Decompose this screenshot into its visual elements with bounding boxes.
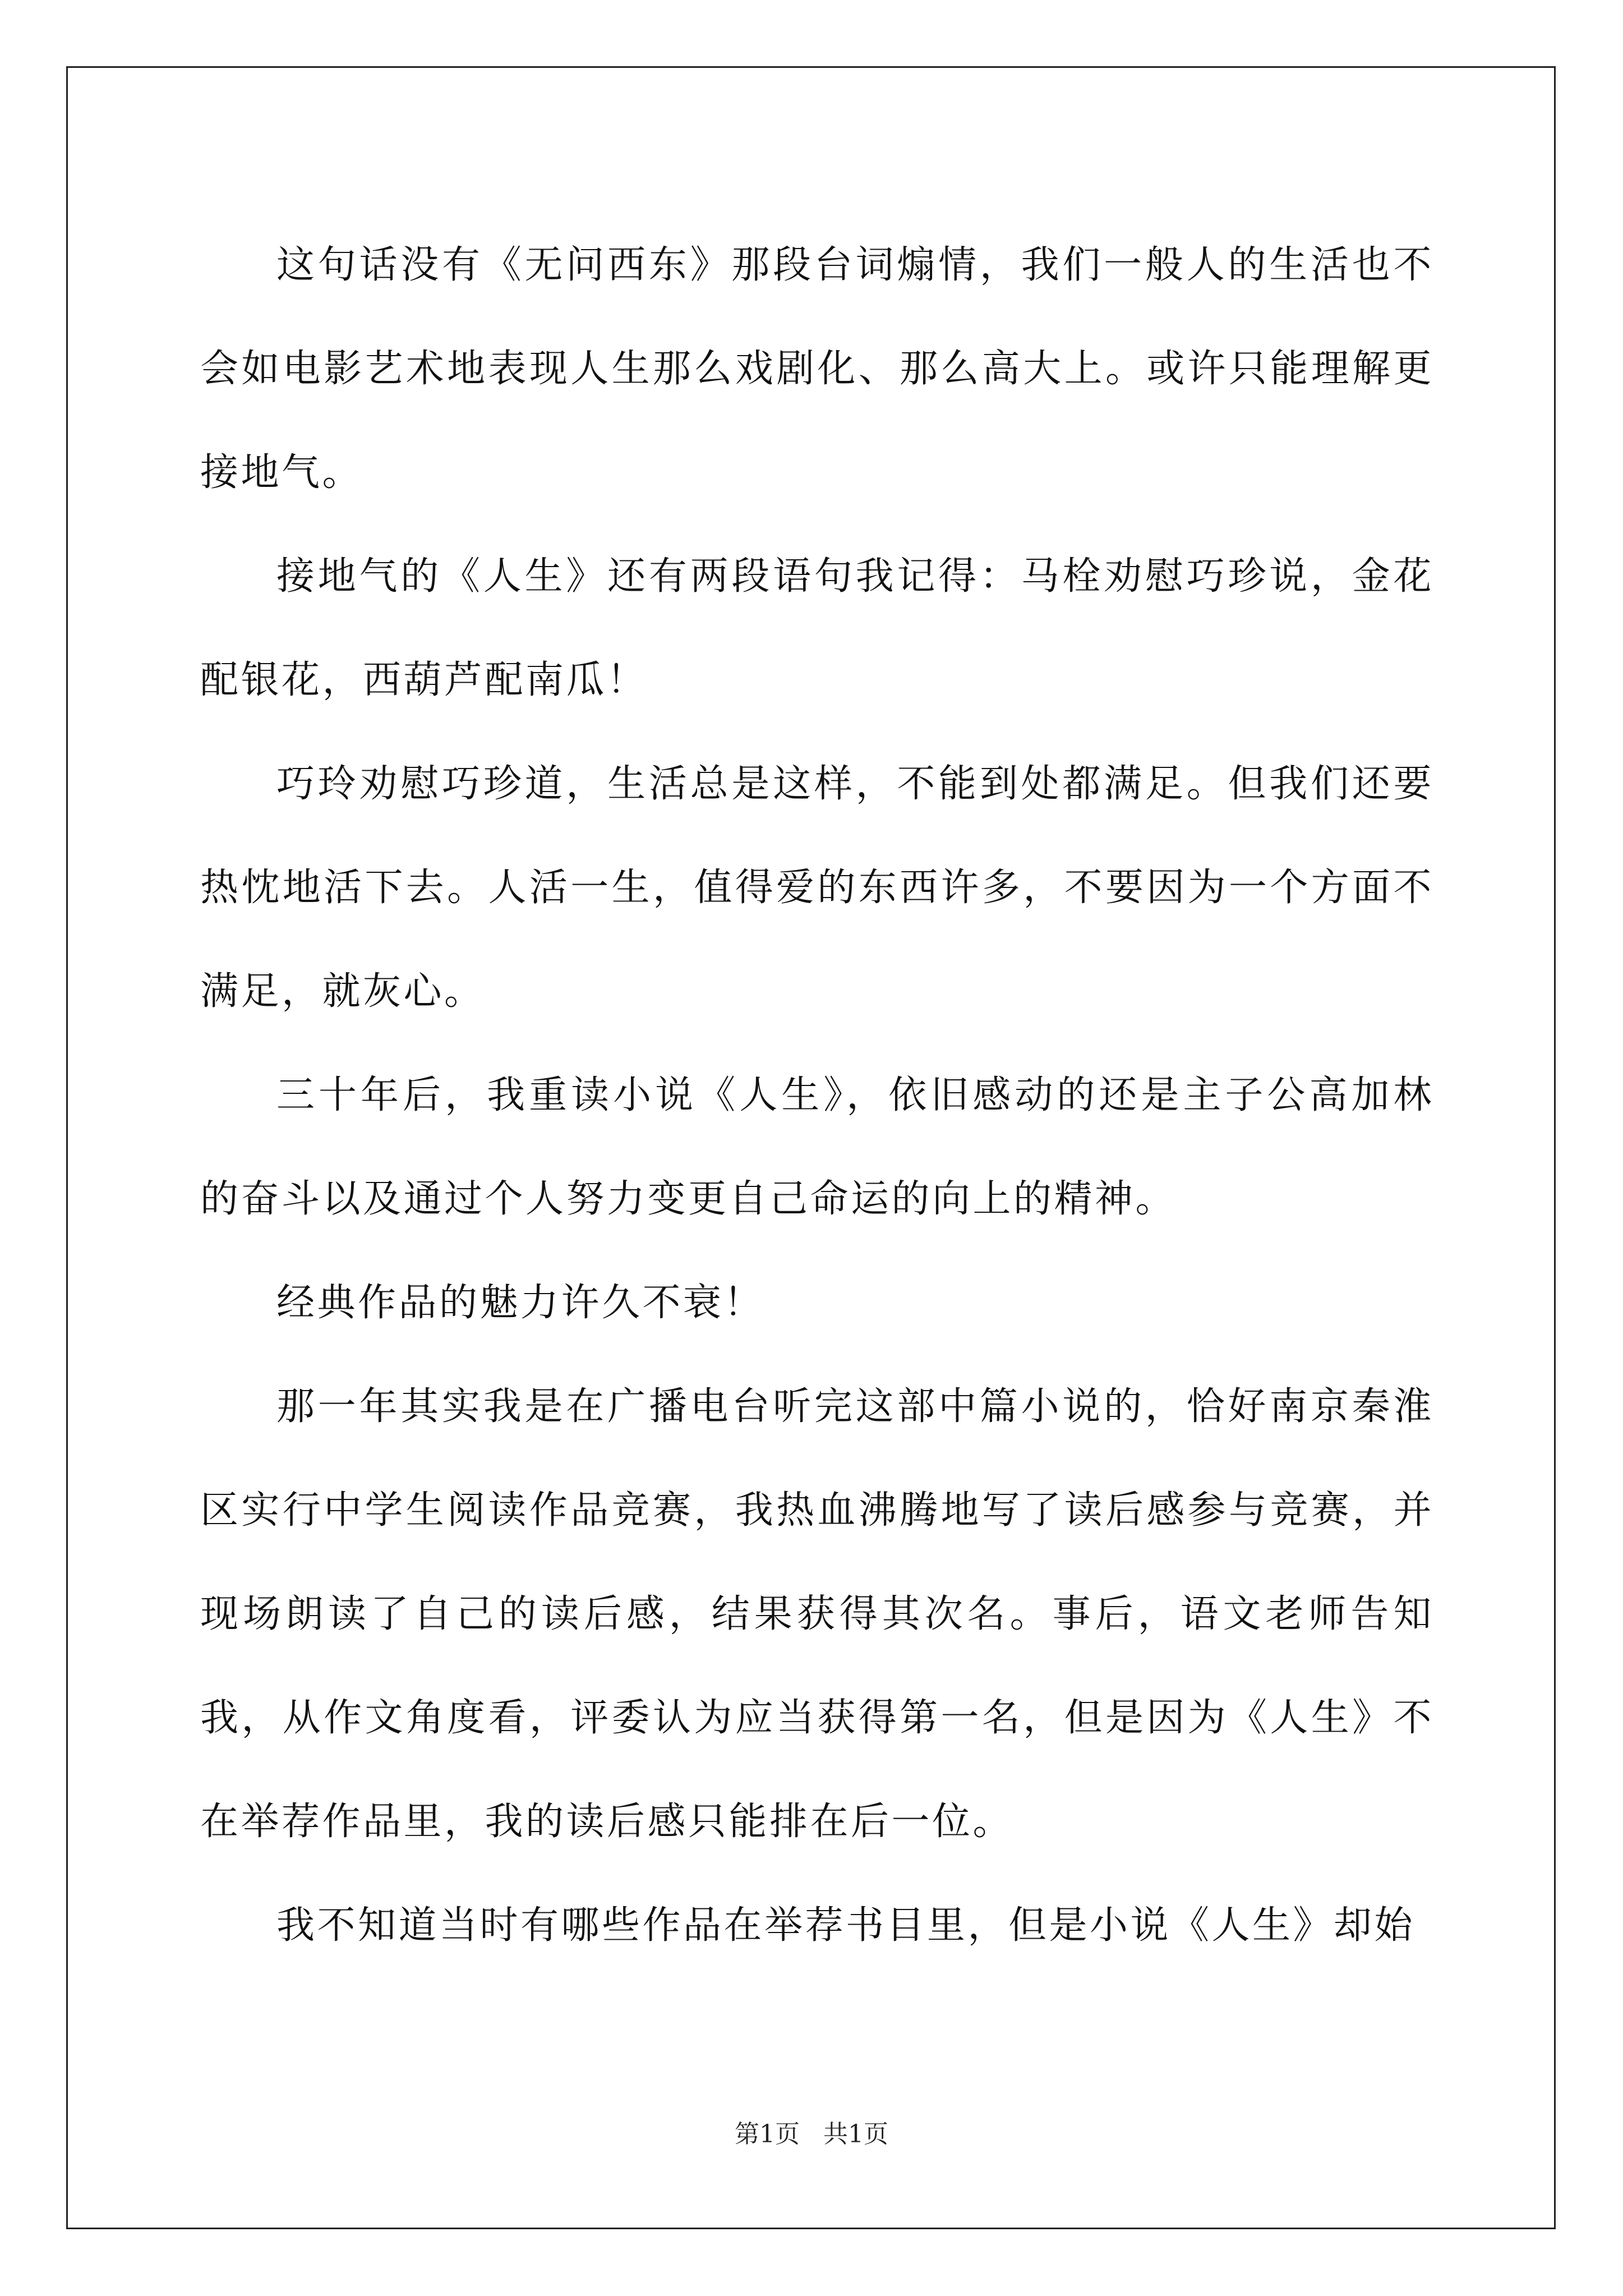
paragraph-3: 巧玲劝慰巧珍道，生活总是这样，不能到处都满足。但我们还要热忱地活下去。人活一生，值得爱的东西许多，不要因为一个方面不满足，就灰心。 <box>200 762 1434 1014</box>
paragraph-5: 经典作品的魅力许久不衰！ <box>276 1281 765 1325</box>
paragraph-7: 我不知道当时有哪些作品在举荐书目里，但是小说《人生》却始 <box>276 1903 1415 1948</box>
page-number-footer: 第1页 共1页 <box>735 2120 888 2148</box>
paragraph-1: 这句话没有《无问西东》那段台词煽情，我们一般人的生活也不会如电影艺术地表现人生那么戏剧化、那么高大上。或许只能理解更接地气。 <box>200 243 1434 495</box>
paragraph-6: 那一年其实我是在广播电台听完这部中篇小说的，恰好南京秦淮区实行中学生阅读作品竞赛，我热血沸腾地写了读后感参与竞赛，并现场朗读了自己的读后感，结果获得其次名。事后，语文老师告知我，从作文角度看，评委认为应当获得第一名，但是因为《人生》不在举荐作品里，我的读后感只能排在后一位。 <box>200 1384 1434 1844</box>
paragraph-2: 接地气的《人生》还有两段语句我记得：马栓劝慰巧珍说，金花配银花，西葫芦配南瓜！ <box>200 554 1434 702</box>
document-body <box>200 213 1434 1977</box>
paragraph-4: 三十年后，我重读小说《人生》，依旧感动的还是主子公高加林的奋斗以及通过个人努力变更自己命运的向上的精神。 <box>200 1073 1434 1221</box>
